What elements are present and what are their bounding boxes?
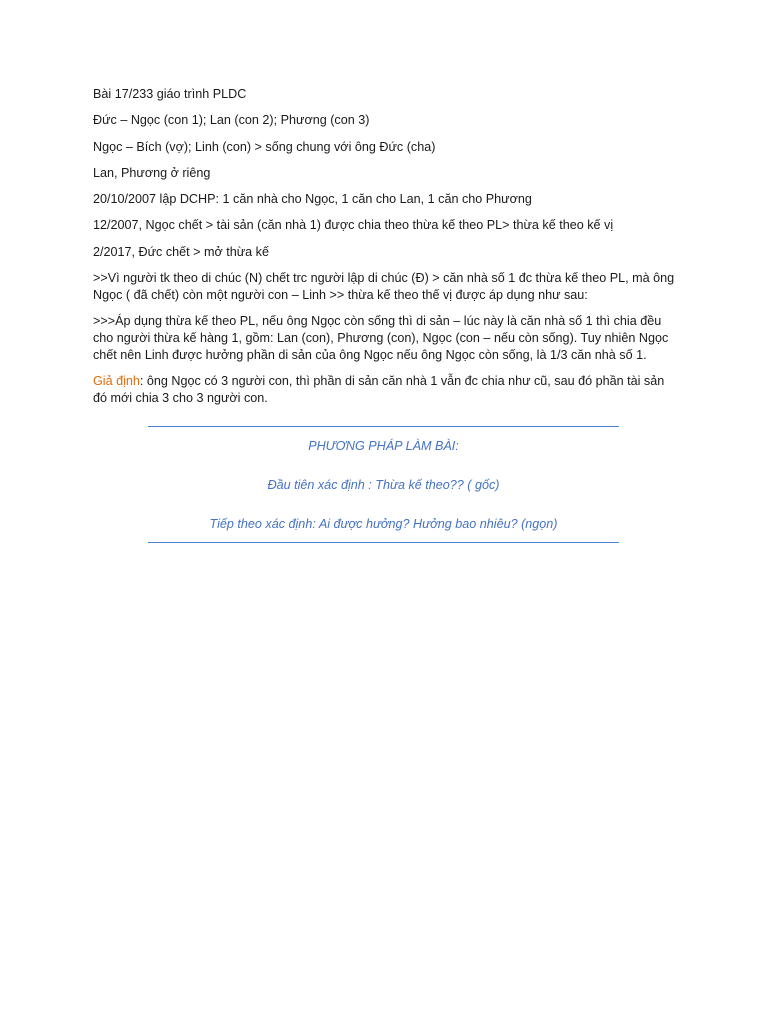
method-title: PHƯƠNG PHÁP LÀM BÀI:: [308, 439, 459, 453]
will-date-line: 20/10/2007 lập DCHP: 1 căn nhà cho Ngọc, 1 căn cho Lan, 1 căn cho Phương: [93, 192, 532, 207]
method-box: [148, 426, 619, 543]
duc-death-line: 2/2017, Đức chết > mở thừa kế: [93, 244, 269, 259]
analysis-paragraph-2: >>>Áp dụng thừa kế theo PL, nếu ông Ngọc còn sống thì di sản – lúc này là căn nhà số 1 thì chia đều cho người thừa kế hàng 1, gồm: Lan (con), Phương (con), Ngọc (con – nếu còn sống). Tuy nhiên Ngọc chết nên Linh được hưởng phần di sản của ông Ngọc nếu ông Ngọc còn sống, là 1/3 căn nhà số 1.: [93, 314, 669, 362]
document-body: [93, 86, 677, 416]
family-line-3: Lan, Phương ở riêng: [93, 165, 211, 180]
exercise-title: Bài 17/233 giáo trình PLDC: [93, 87, 247, 101]
method-step-1: Đầu tiên xác định : Thừa kế theo?? ( gốc): [267, 478, 500, 492]
assumption-paragraph: [93, 373, 677, 407]
ngoc-death-line: 12/2007, Ngọc chết > tài sản (căn nhà 1) được chia theo thừa kế theo PL> thừa kế theo kế vị: [93, 218, 614, 233]
method-step-2: Tiếp theo xác định: Ai được hưởng? Hưởng bao nhiêu? (ngọn): [209, 517, 558, 531]
family-line-2: Ngọc – Bích (vợ); Linh (con) > sống chung với ông Đức (cha): [93, 139, 436, 154]
assumption-text: : ông Ngọc có 3 người con, thì phần di sản căn nhà 1 vẫn đc chia như cũ, sau đó phần tài sản đó mới chia 3 cho 3 người con.: [93, 374, 665, 405]
assumption-label: Giả định: [93, 374, 140, 389]
family-line-1: Đức – Ngọc (con 1); Lan (con 2); Phương (con 3): [93, 113, 370, 128]
analysis-paragraph-1: >>Vì người tk theo di chúc (N) chết trc người lập di chúc (Đ) > căn nhà số 1 đc thừa kế theo PL, mà ông Ngọc ( đã chết) còn một người con – Linh >> thừa kế theo thế vị được áp dụng như sau:: [93, 271, 675, 302]
